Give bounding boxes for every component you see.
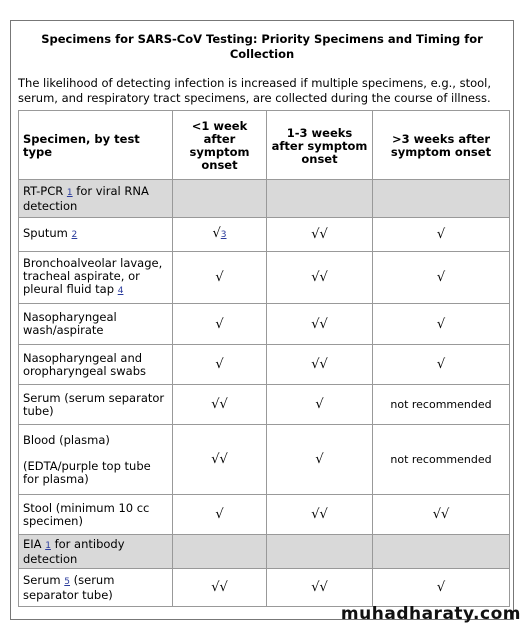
table-row — [19, 425, 510, 495]
checkmark-value: √ — [436, 357, 446, 372]
checkmark-value: √√ — [311, 357, 328, 372]
table-row — [19, 304, 510, 345]
footnote-link[interactable]: 2 — [71, 230, 78, 240]
checkmark-value: √√ — [211, 452, 228, 467]
timing-cell-c2 — [267, 345, 373, 385]
table-row — [19, 385, 510, 425]
specimen-label: Blood (plasma) — [23, 432, 110, 447]
specimen-table — [18, 110, 510, 607]
specimen-label: Stool (minimum 10 cc specimen) — [23, 500, 150, 528]
header-gt3weeks: >3 weeks after symptom onset — [373, 111, 510, 180]
footnote-link[interactable]: 4 — [117, 286, 124, 296]
checkmark-value: √√ — [311, 270, 328, 285]
specimen-label-note: (EDTA/purple top tube for plasma) — [23, 458, 151, 486]
timing-cell-c1 — [173, 569, 267, 607]
timing-cell-c3 — [373, 180, 510, 218]
specimen-cell — [19, 495, 173, 535]
timing-cell-c2 — [267, 425, 373, 495]
timing-cell-c2 — [267, 180, 373, 218]
specimen-cell — [19, 345, 173, 385]
specimen-label: Bronchoalveolar lavage, tracheal aspirate, or pleural fluid tap — [23, 256, 163, 296]
footnote-link[interactable]: 3 — [220, 230, 227, 240]
recommendation-text: not recommended — [390, 453, 492, 466]
specimen-label: EIA — [23, 536, 46, 551]
checkmark-value: √ — [215, 316, 224, 332]
checkmark-value: √ — [315, 452, 324, 467]
timing-cell-c1 — [173, 180, 267, 218]
checkmark-value: √√ — [211, 580, 228, 595]
specimen-label: Serum (serum separator tube) — [23, 390, 165, 418]
checkmark-value: √ — [215, 357, 224, 372]
section-row — [19, 180, 510, 218]
footnote-link[interactable]: 1 — [66, 187, 73, 198]
checkmark-value: √ — [315, 397, 324, 412]
timing-cell-c1 — [173, 385, 267, 425]
timing-cell-c1 — [173, 425, 267, 495]
timing-cell-c3 — [373, 218, 510, 252]
specimen-label-suffix: (serum separator tube) — [23, 572, 115, 602]
footnote-link[interactable]: 1 — [45, 540, 51, 551]
timing-cell-c3 — [373, 385, 510, 425]
specimen-cell — [19, 304, 173, 345]
timing-cell-c2 — [267, 495, 373, 535]
timing-cell-c1 — [173, 218, 267, 252]
checkmark-value: √ — [212, 226, 221, 241]
checkmark-value: √ — [215, 507, 224, 522]
specimen-cell — [19, 180, 173, 218]
specimen-table-frame — [10, 20, 514, 620]
timing-cell-c2 — [267, 535, 373, 569]
specimen-cell — [19, 385, 173, 425]
timing-cell-c1 — [173, 304, 267, 345]
checkmark-value: √ — [436, 227, 446, 242]
table-row — [19, 345, 510, 385]
section-row — [19, 535, 510, 569]
timing-cell-c3 — [373, 304, 510, 345]
timing-cell-c2 — [267, 385, 373, 425]
checkmark-value: √ — [215, 270, 224, 285]
header-row — [19, 111, 510, 180]
timing-cell-c3 — [373, 425, 510, 495]
timing-cell-c1 — [173, 345, 267, 385]
checkmark-value: √√ — [311, 316, 328, 332]
timing-cell-c2 — [267, 218, 373, 252]
timing-cell-c3 — [373, 495, 510, 535]
specimen-cell — [19, 569, 173, 607]
checkmark-value: √√ — [311, 580, 328, 595]
specimen-cell — [19, 252, 173, 304]
header-1to3weeks: 1-3 weeks after symptom onset — [267, 111, 373, 180]
watermark: muhadharaty.com — [340, 604, 521, 624]
timing-cell-c2 — [267, 304, 373, 345]
timing-cell-c3 — [373, 535, 510, 569]
intro-text: The likelihood of detecting infection is increased if multiple specimens, e.g., stool, serum, and respiratory tract specimens, are collected during the course of illness. — [18, 76, 492, 105]
footnote-link[interactable]: 5 — [64, 576, 70, 587]
table-row — [19, 218, 510, 252]
timing-cell-c1 — [173, 495, 267, 535]
table-row — [19, 495, 510, 535]
timing-cell-c1 — [173, 252, 267, 304]
timing-cell-c3 — [373, 252, 510, 304]
specimen-cell — [19, 425, 173, 495]
specimen-label-suffix: for viral RNA detection — [23, 183, 149, 213]
timing-cell-c3 — [373, 345, 510, 385]
timing-cell-c3 — [373, 569, 510, 607]
timing-cell-c2 — [267, 569, 373, 607]
header-specimen: Specimen, by test type — [19, 111, 173, 180]
checkmark-value: √ — [436, 270, 446, 285]
table-row — [19, 252, 510, 304]
specimen-label-suffix: for antibody detection — [23, 536, 125, 566]
checkmark-value: √√ — [311, 507, 328, 522]
specimen-label: RT-PCR — [23, 183, 67, 198]
checkmark-value: √ — [436, 580, 446, 595]
table-caption: Specimens for SARS-CoV Testing: Priority Specimens and Timing for Collection — [41, 32, 483, 61]
header-lt1week: <1 week after symptom onset — [173, 111, 267, 180]
checkmark-value: √√ — [211, 397, 228, 412]
specimen-label: Nasopharyngeal wash/aspirate — [23, 310, 117, 337]
specimen-label: Sputum — [23, 226, 72, 240]
table-row — [19, 569, 510, 607]
timing-cell-c2 — [267, 252, 373, 304]
specimen-cell — [19, 535, 173, 569]
checkmark-value: √√ — [432, 507, 450, 522]
checkmark-value: √√ — [311, 227, 328, 242]
specimen-cell — [19, 218, 173, 252]
timing-cell-c1 — [173, 535, 267, 569]
recommendation-text: not recommended — [390, 398, 492, 411]
checkmark-value: √ — [436, 316, 446, 332]
specimen-label: Nasopharyngeal and oropharyngeal swabs — [23, 350, 147, 378]
specimen-label: Serum — [23, 572, 65, 587]
